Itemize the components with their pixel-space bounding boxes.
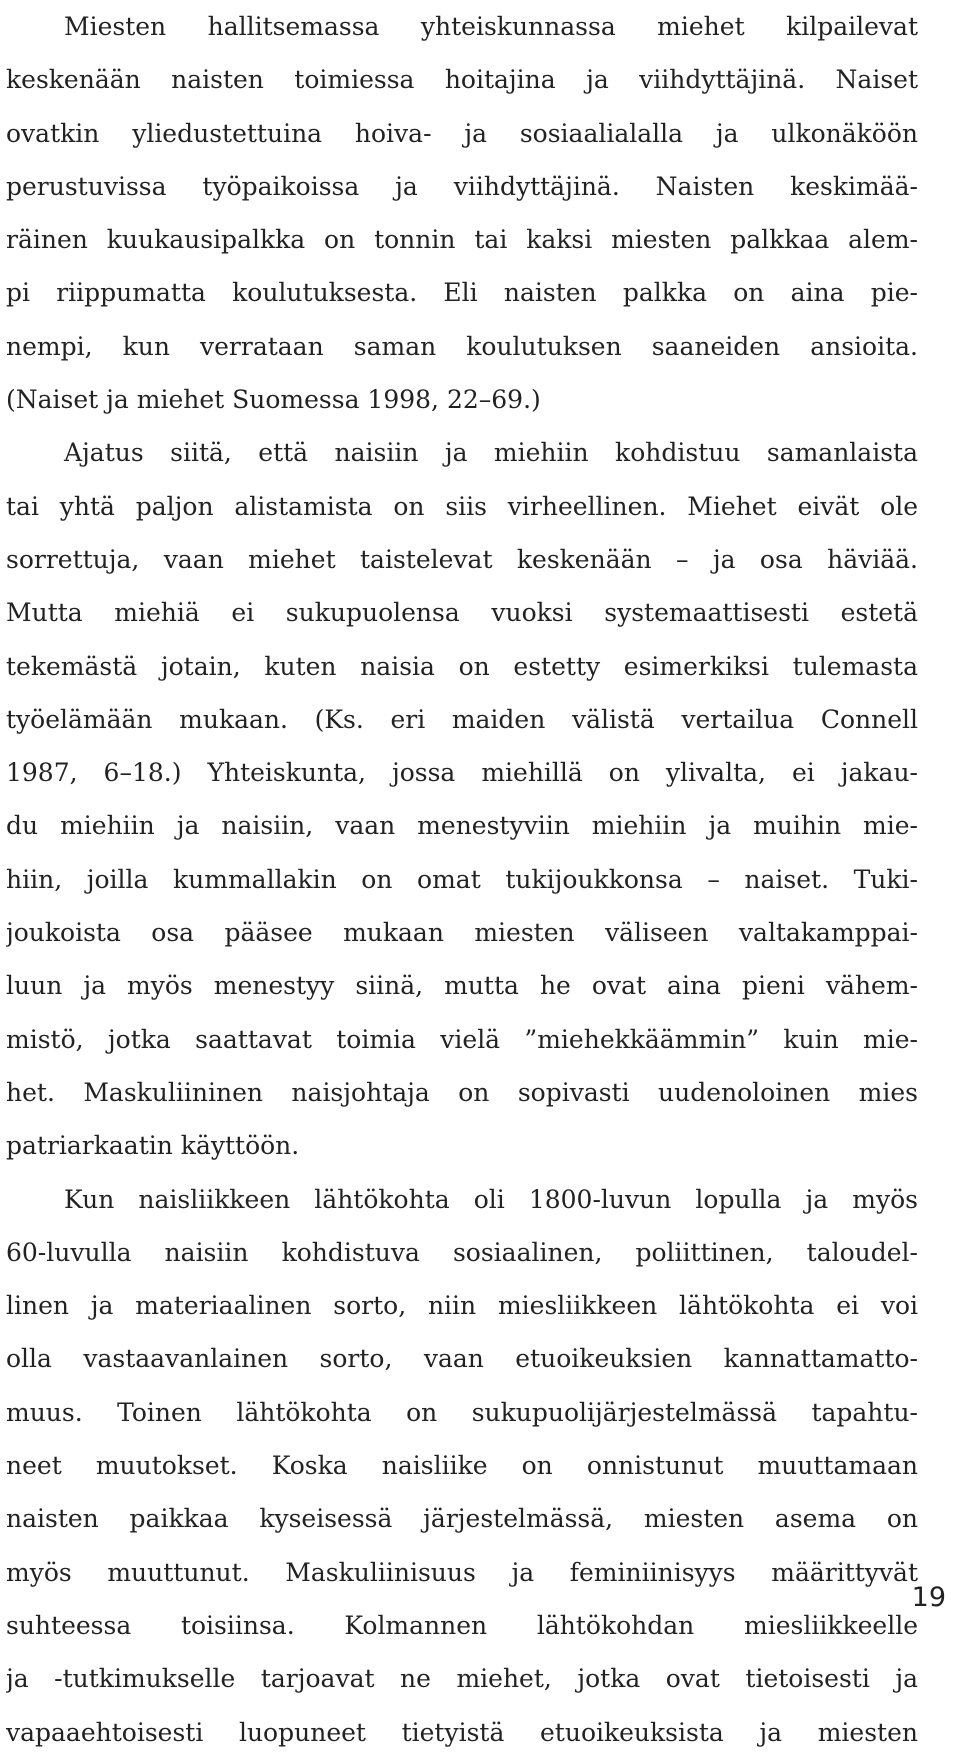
text-line: du miehiin ja naisiin, vaan menestyviin miehiin ja muihin mie- — [6, 811, 918, 841]
text-line: neet muutokset. Koska naisliike on onnistunut muuttamaan — [6, 1451, 918, 1481]
text-line: ja -tutkimukselle tarjoavat ne miehet, jotka ovat tietoisesti ja — [6, 1664, 918, 1694]
text-line: työelämään mukaan. (Ks. eri maiden välistä vertailua Connell — [6, 704, 918, 734]
text-line: tekemästä jotain, kuten naisia on estetty esimerkiksi tulemasta — [6, 651, 918, 681]
text-line: 60-luvulla naisiin kohdistuva sosiaalinen, poliittinen, taloudel- — [6, 1237, 918, 1267]
text-line: Kun naisliikkeen lähtökohta oli 1800-luvun lopulla ja myös — [64, 1184, 918, 1214]
text-line: vapaaehtoisesti luopuneet tietyistä etuoikeuksista ja miesten — [6, 1717, 918, 1747]
text-line: pi riippumatta koulutuksesta. Eli naisten palkka on aina pie- — [6, 278, 918, 308]
text-line: olla vastaavanlainen sorto, vaan etuoikeuksien kannattamatto- — [6, 1344, 918, 1374]
text-line: Ajatus siitä, että naisiin ja miehiin kohdistuu samanlaista — [64, 438, 918, 468]
text-line: keskenään naisten toimiessa hoitajina ja viihdyttäjinä. Naiset — [6, 65, 918, 95]
text-line: het. Maskuliininen naisjohtaja on sopivasti uudenoloinen mies — [6, 1077, 918, 1107]
text-line: Miesten hallitsemassa yhteiskunnassa miehet kilpailevat — [64, 12, 918, 41]
text-line: joukoista osa pääsee mukaan miesten väliseen valtakamppai- — [6, 918, 918, 948]
text-line: hiin, joilla kummallakin on omat tukijoukkonsa – naiset. Tuki- — [6, 864, 918, 894]
text-line: linen ja materiaalinen sorto, niin miesliikkeen lähtökohta ei voi — [6, 1291, 918, 1321]
text-line: tai yhtä paljon alistamista on siis virheellinen. Miehet eivät ole — [6, 491, 918, 521]
text-line: patriarkaatin käyttöön. — [6, 1131, 300, 1161]
text-line: naisten paikkaa kyseisessä järjestelmässä, miesten asema on — [6, 1504, 918, 1534]
page-number: 19 — [911, 1582, 946, 1613]
text-line: suhteessa toisiinsa. Kolmannen lähtökohdan miesliikkeelle — [6, 1610, 918, 1640]
text-line: nempi, kun verrataan saman koulutuksen saaneiden ansioita. — [6, 331, 918, 361]
text-line: perustuvissa työpaikoissa ja viihdyttäjinä. Naisten keskimää- — [6, 171, 918, 201]
text-line: muus. Toinen lähtökohta on sukupuolijärjestelmässä tapahtu- — [6, 1397, 918, 1427]
text-line: myös muuttunut. Maskuliinisuus ja feminiinisyys määrittyvät — [6, 1557, 918, 1587]
text-line: (Naiset ja miehet Suomessa 1998, 22–69.) — [6, 385, 541, 415]
text-line: 1987, 6–18.) Yhteiskunta, jossa miehillä on ylivalta, ei jakau- — [6, 758, 918, 788]
text-line: luun ja myös menestyy siinä, mutta he ovat aina pieni vähem- — [6, 971, 918, 1001]
text-line: räinen kuukausipalkka on tonnin tai kaksi miesten palkkaa alem- — [6, 225, 918, 255]
body-text — [6, 0, 918, 1759]
text-line: Mutta miehiä ei sukupuolensa vuoksi systemaattisesti estetä — [6, 598, 918, 628]
text-line: sorrettuja, vaan miehet taistelevat keskenään – ja osa häviää. — [6, 544, 918, 574]
text-line: ovatkin yliedustettuina hoiva- ja sosiaalialalla ja ulkonäköön — [6, 118, 918, 148]
text-line: mistö, jotka saattavat toimia vielä ”miehekkäämmin” kuin mie- — [6, 1024, 918, 1054]
